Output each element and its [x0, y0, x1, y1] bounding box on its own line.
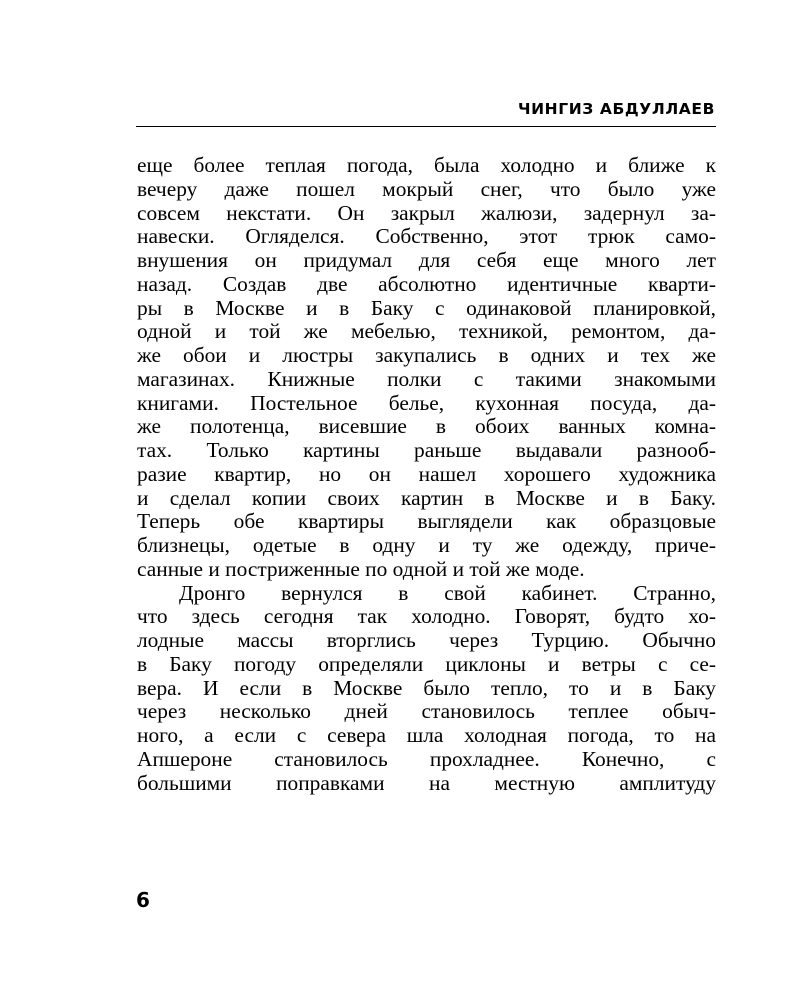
text-line: через несколько дней становилось теплее обыч-	[137, 699, 716, 724]
page-number: 6	[136, 888, 150, 912]
text-line: совсем некстати. Он закрыл жалюзи, задернул за-	[137, 200, 716, 225]
header-divider	[136, 126, 716, 127]
running-header-author: ЧИНГИЗ АБДУЛЛАЕВ	[517, 100, 715, 118]
paragraph	[137, 154, 716, 582]
text-line: санные и постриженные по одной и той же моде.	[137, 556, 585, 581]
paragraph	[137, 582, 716, 796]
text-line: лодные массы вторглись через Турцию. Обычно	[137, 628, 716, 652]
text-line: тах. Только картины раньше выдавали разнооб-	[137, 438, 716, 462]
page-body-text	[137, 154, 716, 795]
text-line: Апшероне становилось прохладнее. Конечно, с	[137, 746, 716, 771]
text-line: Теперь обе квартиры выглядели как образцовые	[137, 509, 716, 534]
text-line: же обои и люстры закупались в одних и тех же	[137, 343, 716, 367]
text-line: Дронго вернулся в свой кабинет. Странно,	[179, 580, 716, 605]
text-line: магазинах. Книжные полки с такими знакомыми	[137, 366, 716, 391]
text-line: книгами. Постельное белье, кухонная посуда, да-	[137, 390, 716, 415]
text-line: же полотенца, висевшие в обоих ванных комна-	[137, 414, 716, 439]
text-line: ного, а если с севера шла холодная погода, то на	[137, 723, 716, 747]
text-line: в Баку погоду определяли циклоны и ветры с се-	[137, 651, 716, 676]
text-line: разие квартир, но он нашел хорошего художника	[137, 461, 716, 486]
text-line: и сделал копии своих картин в Москве и в Баку.	[137, 485, 716, 510]
text-line: навески. Огляделся. Собственно, этот трюк само-	[137, 224, 716, 249]
text-line: назад. Создав две абсолютно идентичные кварти-	[137, 271, 716, 296]
text-line: что здесь сегодня так холодно. Говорят, будто хо-	[137, 604, 716, 629]
text-line: вечеру даже пошел мокрый снег, что было уже	[137, 176, 716, 201]
text-line: близнецы, одетые в одну и ту же одежду, приче-	[137, 533, 716, 557]
text-line: ры в Москве и в Баку с одинаковой планировкой,	[137, 295, 716, 320]
text-line: одной и той же мебелью, техникой, ремонтом, да-	[137, 319, 716, 344]
text-line: вера. И если в Москве было тепло, то и в Баку	[137, 675, 716, 700]
text-line: внушения он придумал для себя еще много лет	[137, 248, 716, 272]
text-line: большими поправками на местную амплитуду	[137, 770, 716, 795]
text-line: еще более теплая погода, была холодно и ближе к	[137, 153, 716, 177]
